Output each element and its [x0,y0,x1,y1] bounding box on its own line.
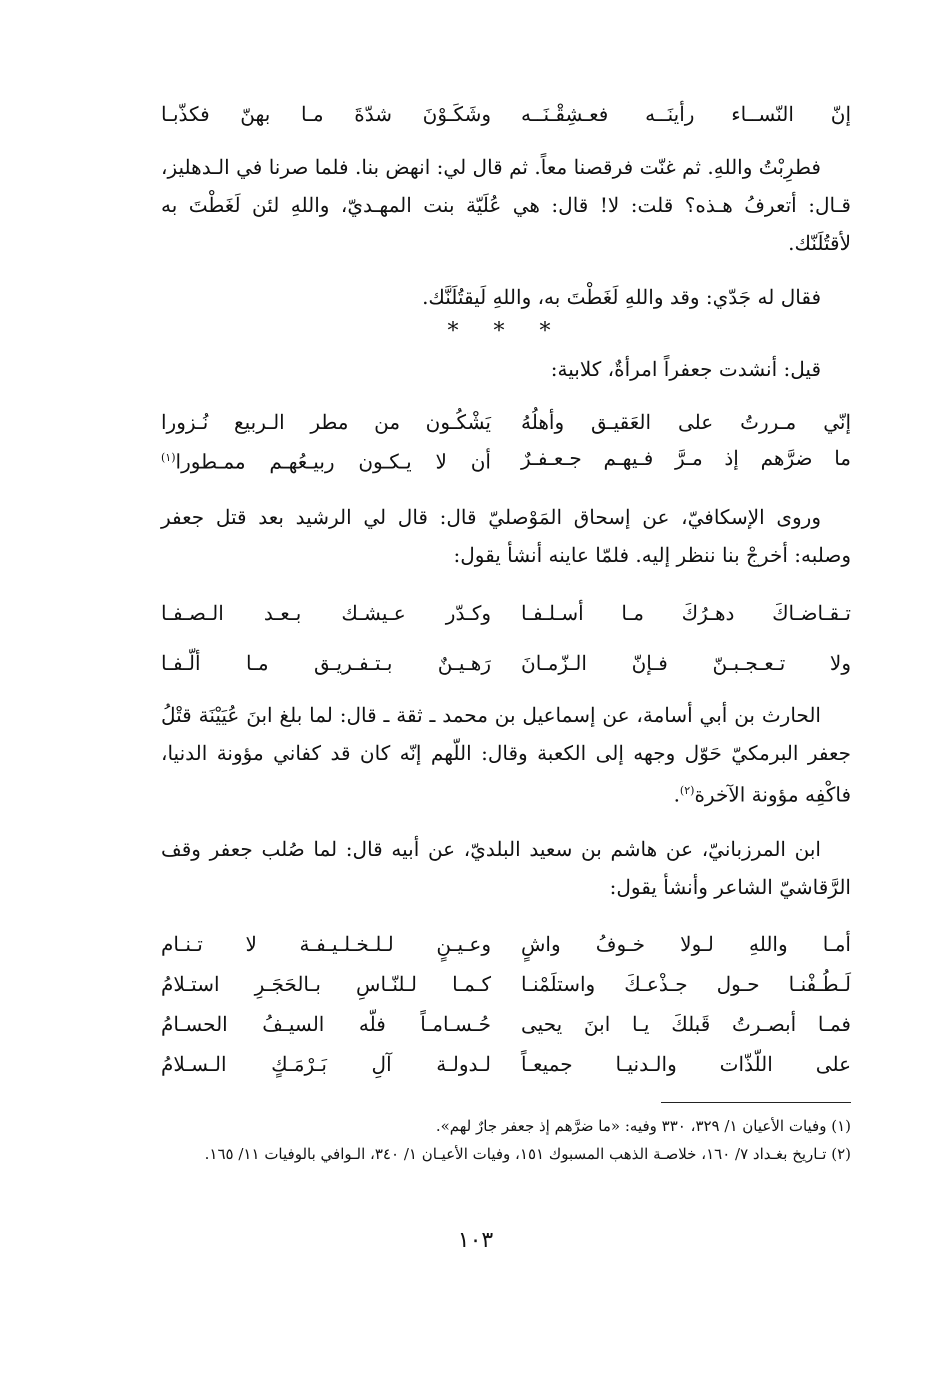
paragraph-text: وروى الإسكافيّ، عن إسحاق المَوْصليّ قال: قال لي الرشيد بعد قتل جعفر وصلبه: أخرجْ بنا ننظر إليه. فلمّا عاينه أنشأ يقول: [161,505,851,567]
verse-second-hemistich: لـدولـة آلِ بَـرْمَـكٍ الـسـلامُ [161,1052,491,1076]
verse-line [161,638,851,688]
verse-second-hemistich: كـمـا لـلنّـاسِ بـالحَجَـرِ استـلامُ [161,972,491,996]
verse-line [161,404,851,440]
verse-second-hemistich: يَشْكُـون من مطر الـربيع نُـزورا [161,410,491,434]
paragraph-5 [161,696,851,814]
paragraph-text: الحارث بن أبي أسامة، عن إسماعيل بن محمد ـ ثقة ـ قال: لما بلغ ابنَ عُيَيْنَة قتْلُ جعفر البرمكيّ حَوّل وجهه إلى الكعبة وقال: اللّهم إنّه كان قد كفاني مؤونة الدنيا، فاكْفِه مؤونة الآخرة$^{(٢)}$. [161,703,851,807]
footnote-1: (١) وفيات الأعيان ١/ ٣٢٩، ٣٣٠ وفيه: «ما ضرَّهم إذ جعفر جارٌ لهم». [435,1117,851,1135]
footnote-separator [661,1102,851,1103]
footnote-marker: (٢) [679,784,695,797]
verse-line [161,96,851,132]
verse-first-hemistich: إنّي مـررتُ على العَقيـق وأهلُهُ [521,410,851,434]
opening-verse [161,96,851,132]
verse-second-hemistich: حُـسـامـاً فلّه السيـفُ الحسـامُ [161,1012,491,1036]
verse-first-hemistich: أمـا واللهِ لـولا خـوفُ واشٍ [521,932,851,956]
verse-line [161,1044,851,1084]
paragraph-text: قيل: أنشدت جعفراً امرأةٌ، كلابية: [550,357,821,381]
verse-second-hemistich: وكـدّر عـيشـك بـعـد الـصـفـا [161,601,491,625]
verse-first-hemistich: ما ضرَّهم إذ مـرَّ فـيهـم جـعـفـرٌ [521,446,851,470]
verse-first-hemistich: تـقـاضـاكَ دهـرُكَ مـا أسـلـفـا [521,601,851,625]
verse-line [161,1004,851,1044]
page-number: ١٠٣ [457,1228,494,1253]
paragraph-body: الحارث بن أبي أسامة، عن إسماعيل بن محمد ـ ثقة ـ قال: لما بلغ ابنَ عُيَيْنَة قتْلُ جعفر البرمكيّ حَوّل وجهه إلى الكعبة وقال: اللّهم إنّه كان قد كفاني مؤونة الدنيا، فاكْفِه مؤونة الآخرة [161,703,851,807]
poem-b [161,588,851,688]
verse-first-hemistich: لَـطُـفْنـا حـول جـذْعـكَ واستلَمْنـا [521,972,851,996]
paragraph-text: فقال له جَدّي: وقد واللهِ لَغَطْتَ به، واللهِ لَيقتُلَنَّك. [422,285,821,309]
paragraph-3 [161,350,851,388]
verse-first-hemistich: فمـا أبصـرتُ قَبلكَ يـا ابنَ يحيى [521,1012,851,1036]
section-separator: * * * [447,319,565,344]
poem-c [161,924,851,1084]
verse-second-hemistich: رَهـيـنٌ بـتـفـريـق مـا ألّـفـا [161,651,491,675]
verse-second-hemistich: وعـيـنٍ لـلـخـلـيـفـة لا تـنـام [161,932,491,956]
verse-first-hemistich: ولا تـعـجـبـنّ فـإنّ الـزّمـانَ [521,651,851,675]
verse-line [161,588,851,638]
verse-first-hemistich: على اللّذّات والـدنيـا جميعـاً [521,1052,851,1076]
verse-line [161,964,851,1004]
paragraph-6 [161,830,851,906]
verse-second-hemistich [161,440,491,476]
paragraph-text: ابن المرزبانيّ، عن هاشم بن سعيد البلديّ، عن أبيه قال: لما صُلب جعفر وقف الرَّقاشيّ الشاعر وأنشأ يقول: [161,837,851,899]
paragraph-4 [161,498,851,574]
footnote-marker: (١) [161,451,176,464]
verse-first-hemistich: إنّ النّســاء رأينَــه فعـشِقْـنَــه [521,102,851,126]
verse-line [161,924,851,964]
footnote-2: (٢) تـاريخ بغـداد ٧/ ١٦٠، خلاصـة الذهب المسبوك ١٥١، وفيات الأعيـان ١/ ٣٤٠، الـوافي بالوفيات ١١/ ١٦٥. [204,1145,851,1163]
hemistich-text: أن لا يـكـون ربيـعُهـم ممـطورا [175,449,491,474]
paragraph-2 [161,278,851,316]
verse-line [161,440,851,476]
footnotes [161,1112,851,1168]
paragraph-text: فطرِبْتُ واللهِ. ثم غنّت فرقصنا معاً. ثم قال لي: انهض بنا. فلما صرنا في الـدهليز، قـال: أتعرفُ هـذه؟ قلت: لا! قال: هي عُلَيّة بنت المهـديّ، واللهِ لئن لَغَطْتَ به لأقتُلَنّك. [161,155,851,255]
paragraph-1 [161,148,851,262]
poem-a [161,404,851,476]
verse-second-hemistich: وشَكَـوْنَ شدّةَ مـا بهنّ فكذّبـا [161,102,491,126]
